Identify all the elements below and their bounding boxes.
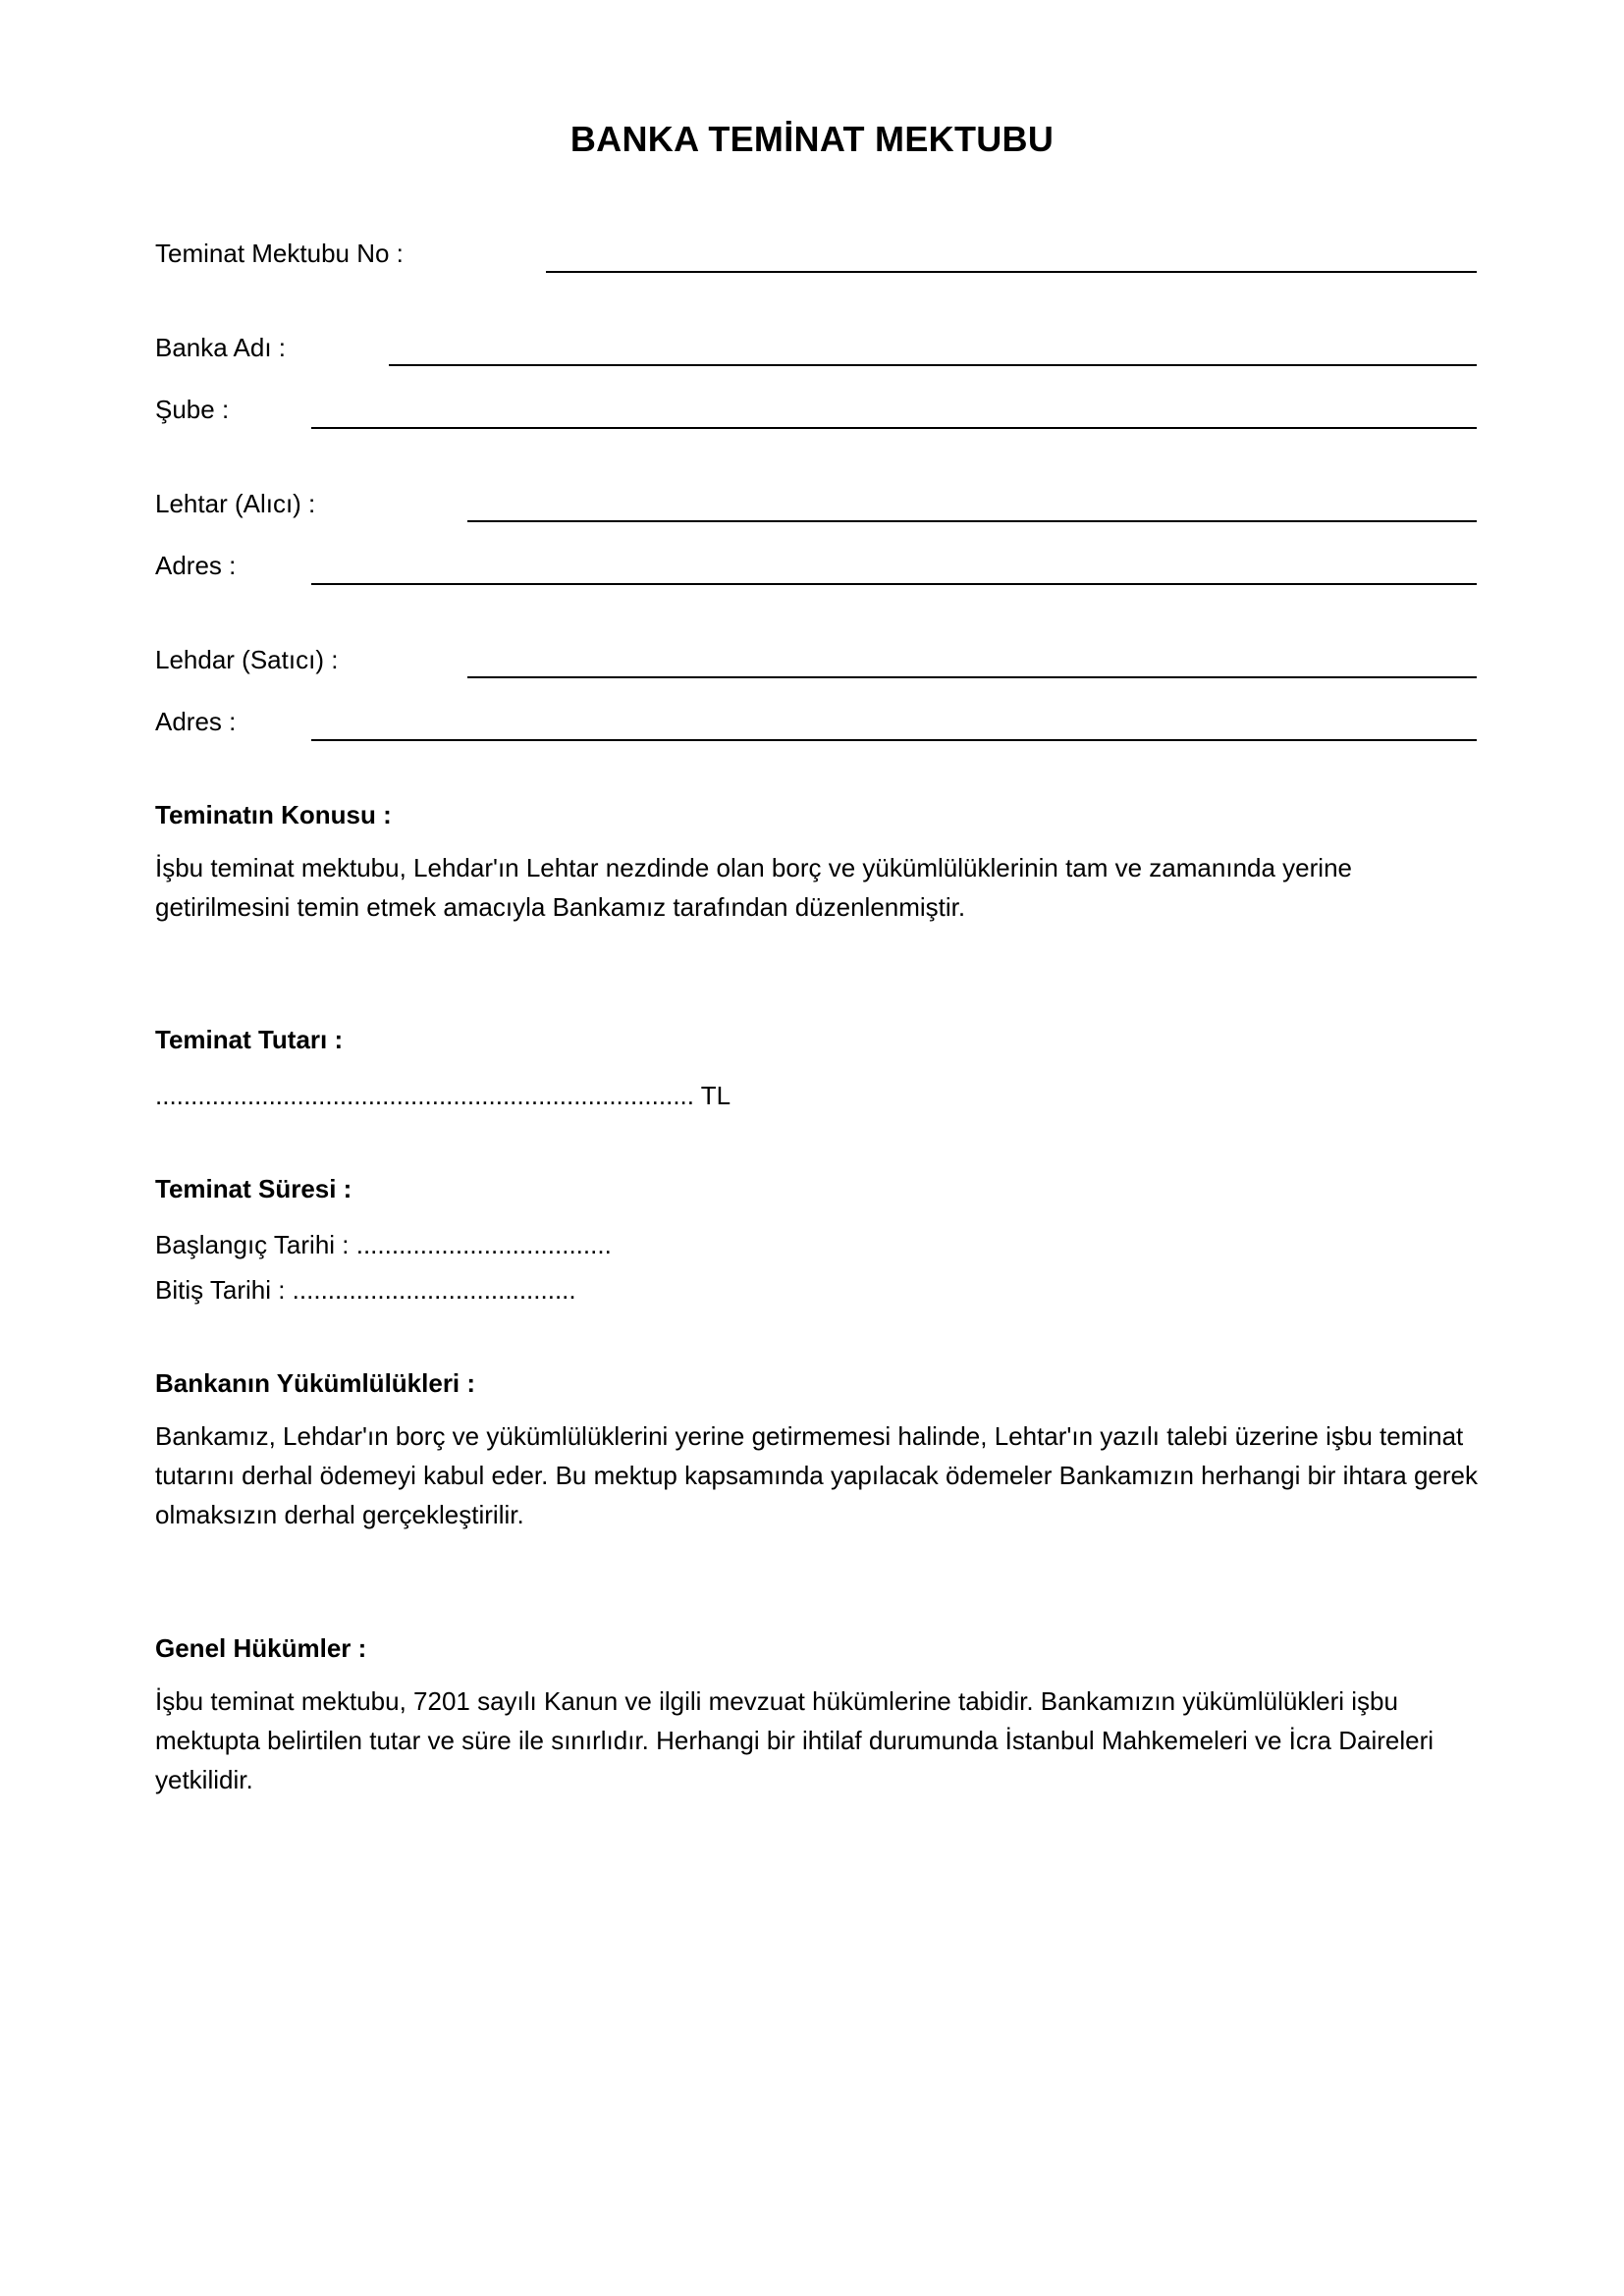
bank-name-field[interactable] [389,364,1477,366]
branch-field[interactable] [311,427,1477,429]
beneficiary-field[interactable] [467,520,1477,522]
principal-address-field[interactable] [311,739,1477,741]
branch-label: Şube : [155,395,230,424]
letter-no-field[interactable] [546,271,1477,273]
obligations-text: Bankamız, Lehdar'ın borç ve yükümlülüklerini yerine getirmemesi halinde, Lehtar'ın yazılı talebi üzerine işbu teminat tutarını derhal ödemeyi kabul eder. Bu mektup kapsamında yapılacak ödemeler Bankamızın herhangi bir ihtara gerek olmaksızın derhal gerçekleştirilir. [155,1421,1478,1529]
principal-address-label: Adres : [155,707,237,736]
subject-heading: Teminatın Konusu : [155,800,392,829]
amount-line: ............................................................................ TL [155,1081,731,1110]
general-heading: Genel Hükümler : [155,1633,367,1663]
document-title: BANKA TEMİNAT MEKTUBU [569,119,1055,159]
beneficiary-address-field[interactable] [311,583,1477,585]
principal-field[interactable] [467,676,1477,678]
obligations-heading: Bankanın Yükümlülükleri : [155,1368,476,1398]
principal-label: Lehdar (Satıcı) : [155,645,339,674]
amount-heading: Teminat Tutarı : [155,1025,344,1054]
duration-heading: Teminat Süresi : [155,1174,352,1203]
general-text: İşbu teminat mektubu, 7201 sayılı Kanun ve ilgili mevzuat hükümlerine tabidir. Bankamızın yükümlülükleri işbu mektupta belirtilen tutar ve süre ile sınırlıdır. Herhangi bir ihtilaf durumunda İstanbul Mahkemeleri ve İcra Daireleri yetkilidir. [155,1686,1435,1794]
start-date-line: Başlangıç Tarihi : .................................... [155,1230,612,1259]
subject-text: İşbu teminat mektubu, Lehdar'ın Lehtar nezdinde olan borç ve yükümlülüklerinin tam ve zamanında yerine getirilmesini temin etmek amacıyla Bankamız tarafından düzenlenmiştir. [155,853,1352,922]
bank-name-label: Banka Adı : [155,333,286,362]
beneficiary-label: Lehtar (Alıcı) : [155,489,316,518]
letter-no-label: Teminat Mektubu No : [155,239,404,268]
end-date-line: Bitiş Tarihi : ........................................ [155,1275,576,1305]
beneficiary-address-label: Adres : [155,551,237,580]
